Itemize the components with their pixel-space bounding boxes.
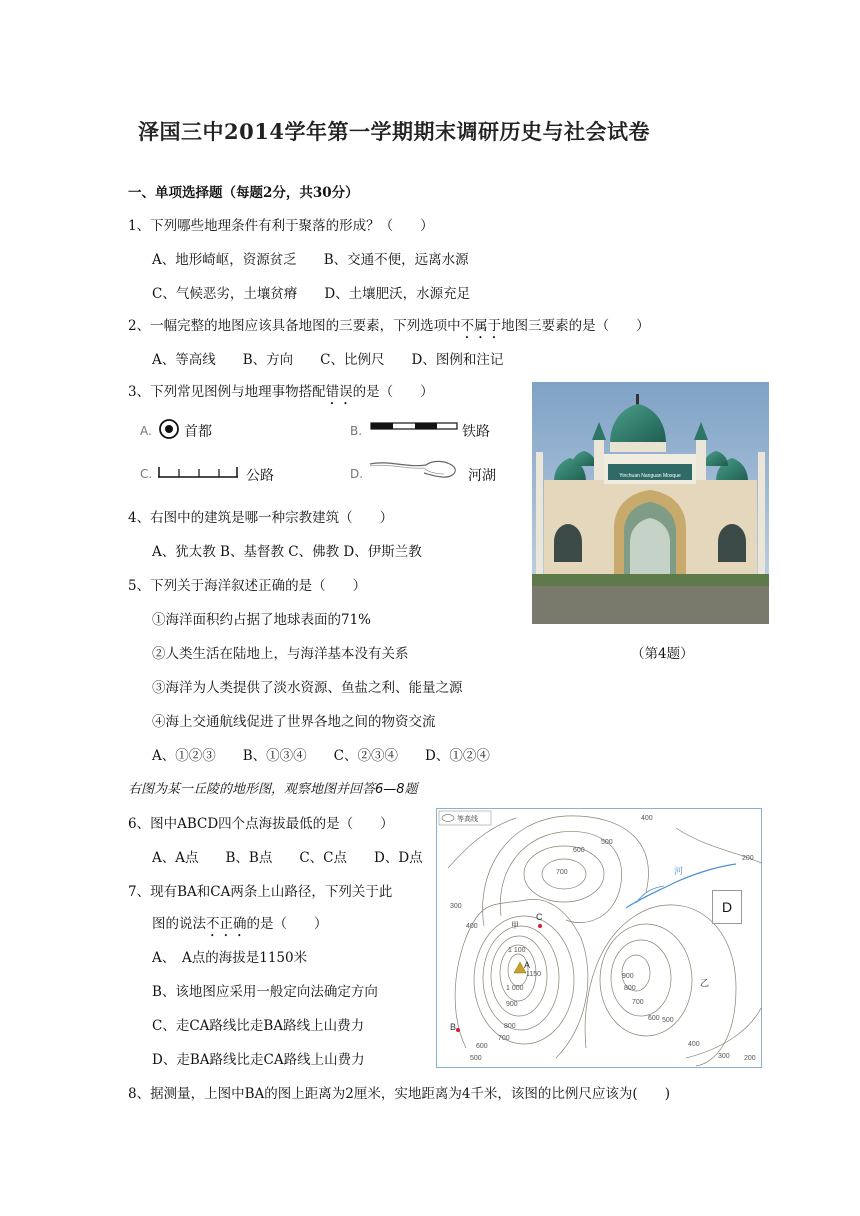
capital-symbol-icon <box>158 418 180 440</box>
contour-label: 500 <box>601 839 613 846</box>
q5-statement-4: ④海上交通航线促进了世界各地之间的物资交流 <box>152 714 436 730</box>
q6-options: A、A点 B、B点 C、C点 D、D点 <box>152 850 423 866</box>
page-title: 泽国三中2014学年第一学期期末调研历史与社会试卷 <box>138 119 650 144</box>
point-d-label: D <box>712 890 742 924</box>
q3-option-b-letter: B. <box>350 424 363 438</box>
q3-stem: 3、下列常见图例与地理事物搭配错误的是（ ） <box>128 384 434 400</box>
q2-emphasis: 不属于 <box>460 318 502 334</box>
yi-label: 乙 <box>700 978 710 988</box>
q2-options: A、等高线 B、方向 C、比例尺 D、图例和注记 <box>152 352 504 368</box>
q7-option-a: A、 A点的海拔是1150米 <box>152 950 308 966</box>
q7-stem: 7、现有BA和CA两条上山路径，下列关于此 <box>128 884 393 900</box>
contour-label: 300 <box>718 1053 730 1060</box>
contour-label: 400 <box>641 815 653 822</box>
contour-label: 200 <box>742 855 754 862</box>
q3-option-d-letter: D. <box>350 467 364 481</box>
q6-stem: 6、图中ABCD四个点海拔最低的是（ ） <box>128 816 394 832</box>
photo-caption: （第4题） <box>631 646 694 662</box>
map-river-label: 河 <box>674 866 684 876</box>
map-legend-label: 等高线 <box>457 816 478 823</box>
contour-label: 200 <box>744 1055 756 1062</box>
q5-options: A、①②③ B、①③④ C、②③④ D、①②④ <box>152 748 490 764</box>
q7-option-d: D、走BA路线比走CA路线上山费力 <box>152 1052 365 1068</box>
contour-label: 900 <box>622 973 634 980</box>
q5-statement-1: ①海洋面积约占据了地球表面的71% <box>152 612 372 628</box>
q5-statement-2: ②人类生活在陆地上，与海洋基本没有关系 <box>152 646 409 662</box>
point-b-label: B <box>450 1022 457 1032</box>
contour-label: 500 <box>662 1017 674 1024</box>
q5-statement-3: ③海洋为人类提供了淡水资源、鱼盐之利、能量之源 <box>152 680 463 696</box>
q1-options-cd: C、气候恶劣，土壤贫瘠 D、土壤肥沃，水源充足 <box>152 286 471 302</box>
q7-emphasis: 不正确 <box>206 916 247 932</box>
contour-label: 700 <box>556 869 568 876</box>
q3-option-c-letter: C. <box>140 467 153 481</box>
contour-label: 1 000 <box>506 985 524 992</box>
contour-label: 400 <box>688 1041 700 1048</box>
contour-label: 1 100 <box>508 947 526 954</box>
contour-label: 400 <box>466 923 478 930</box>
contour-label: 900 <box>506 1001 518 1008</box>
q1-options-ab: A、地形崎岖，资源贫乏 B、交通不便，远离水源 <box>152 252 469 268</box>
q3-option-b-label: 铁路 <box>462 424 490 440</box>
q3-option-d-label: 河湖 <box>468 468 496 484</box>
q6-8-intro: 右图为某一丘陵的地形图，观察地图并回答6—8题 <box>128 782 418 797</box>
contour-label: 600 <box>476 1043 488 1050</box>
q4-options: A、犹太教 B、基督教 C、佛教 D、伊斯兰教 <box>152 544 422 560</box>
q1-stem: 1、下列哪些地理条件有利于聚落的形成？（ ） <box>128 218 434 234</box>
highway-symbol-icon <box>156 464 242 480</box>
q7-option-b: B、该地图应采用一般定向法确定方向 <box>152 984 378 1000</box>
point-c-label: C <box>536 912 543 922</box>
q3-emphasis: 错误 <box>325 384 353 400</box>
river-lake-symbol-icon <box>368 456 464 482</box>
railway-symbol-icon <box>370 422 458 432</box>
q7-option-c: C、走CA路线比走BA路线上山费力 <box>152 1018 365 1034</box>
q3-option-a-label: 首都 <box>184 424 212 440</box>
q2-stem: 2、一幅完整的地图应该具备地图的三要素，下列选项中不属于地图三要素的是（ ） <box>128 318 650 334</box>
section-heading: 一、单项选择题（每题2分，共30分） <box>128 185 359 201</box>
photo-sign-text: Yinchuan Nanguan Mosque <box>619 473 681 479</box>
q3-option-a-letter: A. <box>140 424 152 438</box>
q3-option-c-label: 公路 <box>246 468 274 484</box>
q8-stem: 8、据测量，上图中BA的图上距离为2厘米，实地距离为4千米，该图的比例尺应该为( ) <box>128 1086 670 1102</box>
contour-label: 600 <box>648 1015 660 1022</box>
q7-stem-2: 图的说法不正确的是（ ） <box>152 916 328 932</box>
contour-label: 700 <box>498 1035 510 1042</box>
contour-label: 700 <box>632 999 644 1006</box>
contour-label: 800 <box>624 985 636 992</box>
contour-label: 300 <box>450 903 462 910</box>
mosque-photo <box>532 382 769 624</box>
contour-map <box>436 808 762 1068</box>
contour-label: 800 <box>504 1023 516 1030</box>
contour-label: 500 <box>470 1055 482 1062</box>
q5-stem: 5、下列关于海洋叙述正确的是（ ） <box>128 578 367 594</box>
contour-label: 600 <box>573 847 585 854</box>
jia-label: 甲 <box>511 921 519 930</box>
point-a-label: A <box>524 960 531 970</box>
contour-label: 1150 <box>526 971 542 978</box>
q4-stem: 4、右图中的建筑是哪一种宗教建筑（ ） <box>128 510 394 526</box>
